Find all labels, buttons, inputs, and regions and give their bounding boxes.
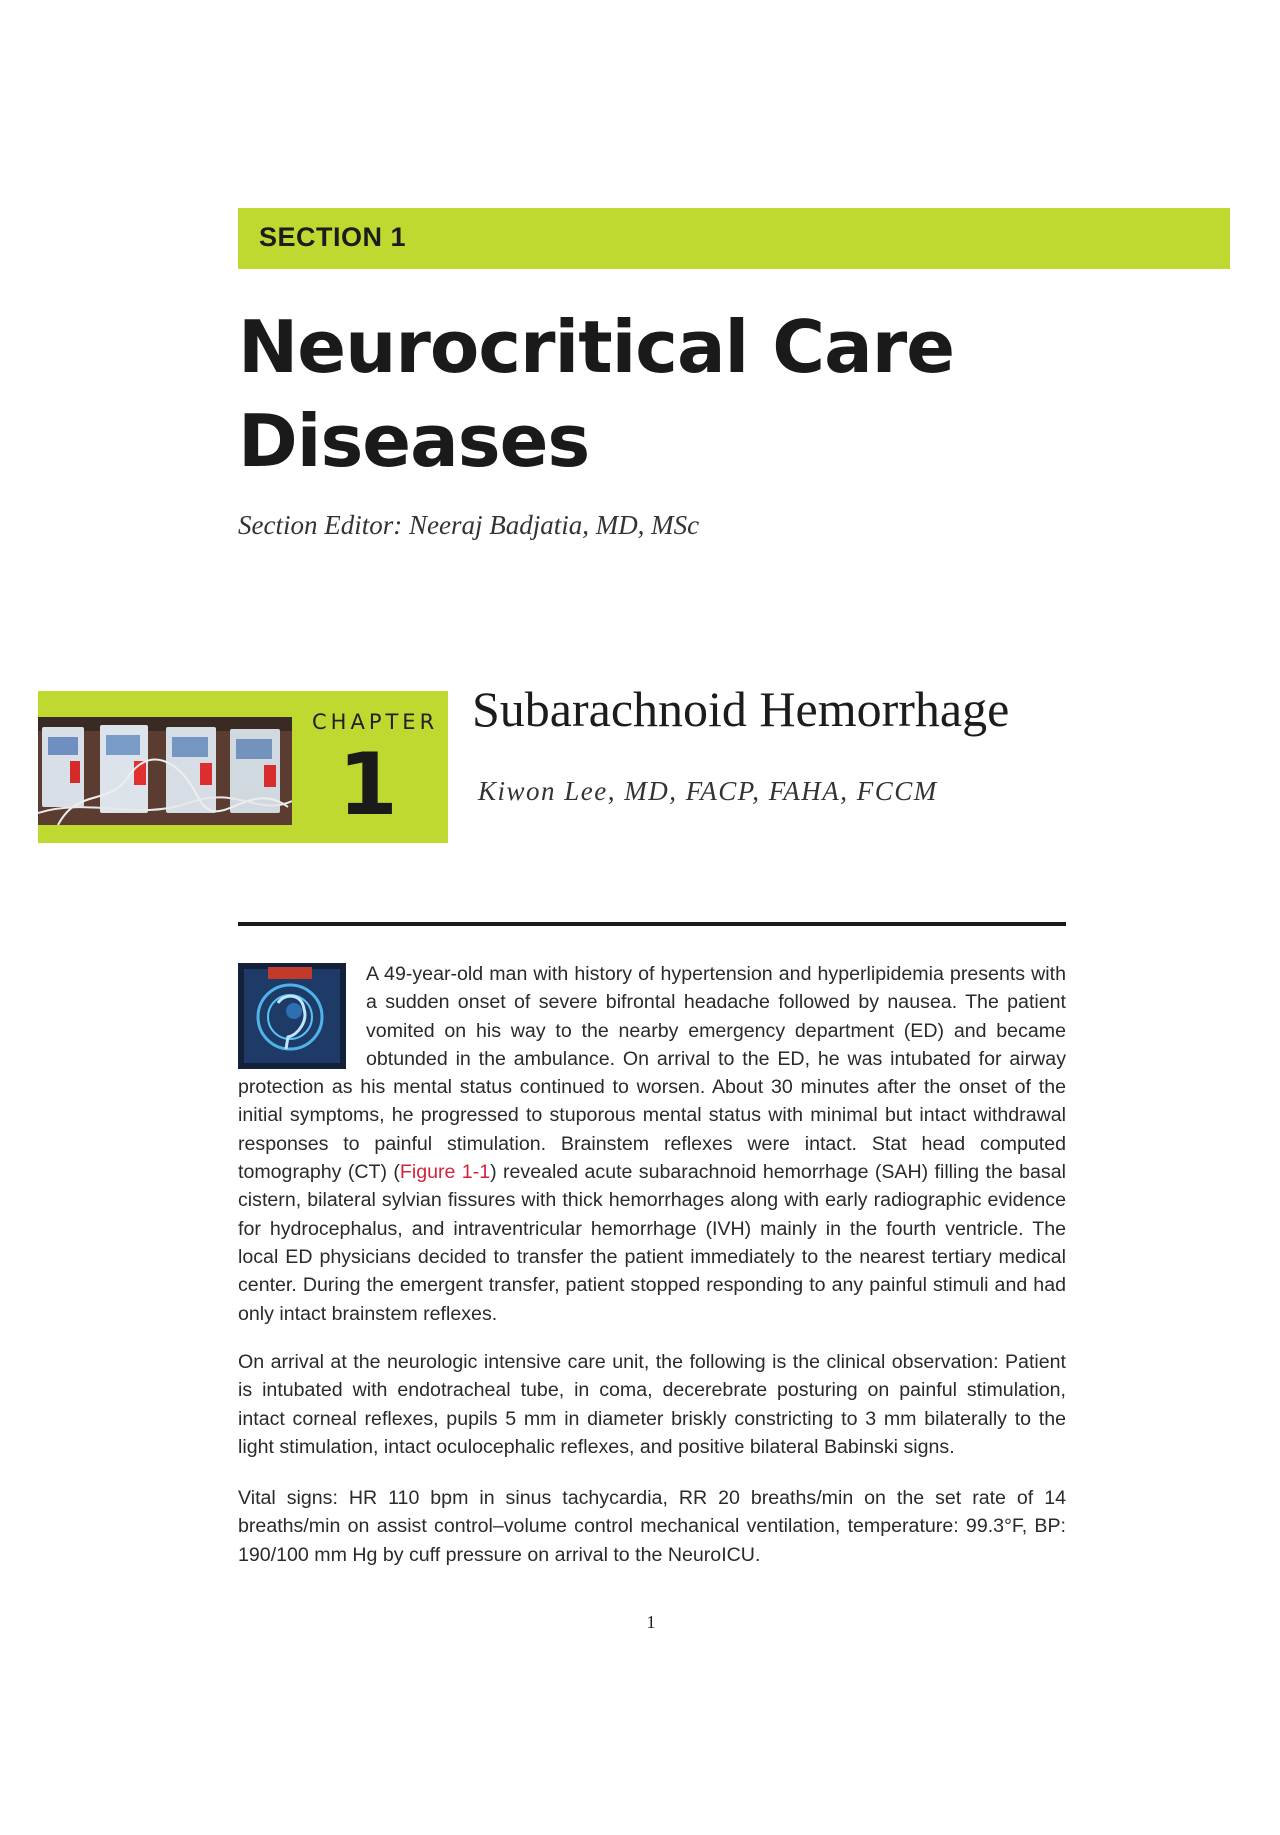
case-paragraph-2: On arrival at the neurologic intensive care unit, the following is the clinical observation: Patient is intubated with endotracheal tube, in coma, decerebrate posturing on painful stimulation, intact corneal reflexes, pupils 5 mm in diameter briskly constricting to 3 mm bilaterally to the light stimulation, intact oculocephalic reflexes, and positive bilateral Babinski signs.	[238, 1351, 1066, 1458]
chapter-title: Subarachnoid Hemorrhage	[472, 681, 1010, 737]
figure-link[interactable]: Figure 1-1	[399, 1161, 491, 1184]
section-title-line1: Neurocritical Care	[238, 305, 955, 389]
page-number: 1	[646, 1612, 656, 1632]
section-label: SECTION 1	[259, 222, 407, 252]
chapter-number: 1	[338, 735, 398, 835]
case-paragraph-3: Vital signs: HR 110 bpm in sinus tachycardia, RR 20 breaths/min on the set rate of 14 breaths/min on assist control–volume control mechanical ventilation, temperature: 99.3°F, BP: 190/100 mm Hg by cuff pressure on arrival to the NeuroICU.	[238, 1487, 1066, 1566]
case-paragraph-1	[238, 960, 1066, 1328]
case-paragraph-1-text-a: A 49-year-old man with history of hypertension and hyperlipidemia presents with a sudden onset of severe bifrontal headache followed by nausea. The patient vomited on his way to the nearby emergency department (ED) and became obtunded in the ambulance. On arrival to the ED, he was intubated for airway protection as his mental status continued to worsen. About 30 minutes after the onset of the initial symptoms, he progressed to stuporous mental status with minimal but intact withdrawal responses to painful stimulation. Brainstem reflexes were intact. Stat head computed tomography (CT) (	[238, 963, 1066, 1184]
case-paragraph-1-text-b: ) revealed acute subarachnoid hemorrhage (SAH) filling the basal cistern, bilateral sylvian fissures with thick hemorrhages along with early radiographic evidence for hydrocephalus, and intraventricular hemorrhage (IVH) mainly in the fourth ventricle. The local ED physicians decided to transfer the patient immediately to the nearest tertiary medical center. During the emergent transfer, patient stopped responding to any painful stimuli and had only intact brainstem reflexes.	[238, 1161, 1066, 1325]
section-title-line2: Diseases	[238, 399, 590, 483]
section-banner	[238, 208, 1230, 269]
section-editor: Section Editor: Neeraj Badjatia, MD, MSc	[238, 510, 700, 540]
chapter-label: CHAPTER	[312, 710, 439, 734]
section-title	[238, 300, 1138, 488]
chapter-author: Kiwon Lee, MD, FACP, FAHA, FCCM	[478, 776, 938, 806]
divider-rule	[238, 922, 1066, 926]
infusion-pumps-photo	[38, 717, 292, 825]
